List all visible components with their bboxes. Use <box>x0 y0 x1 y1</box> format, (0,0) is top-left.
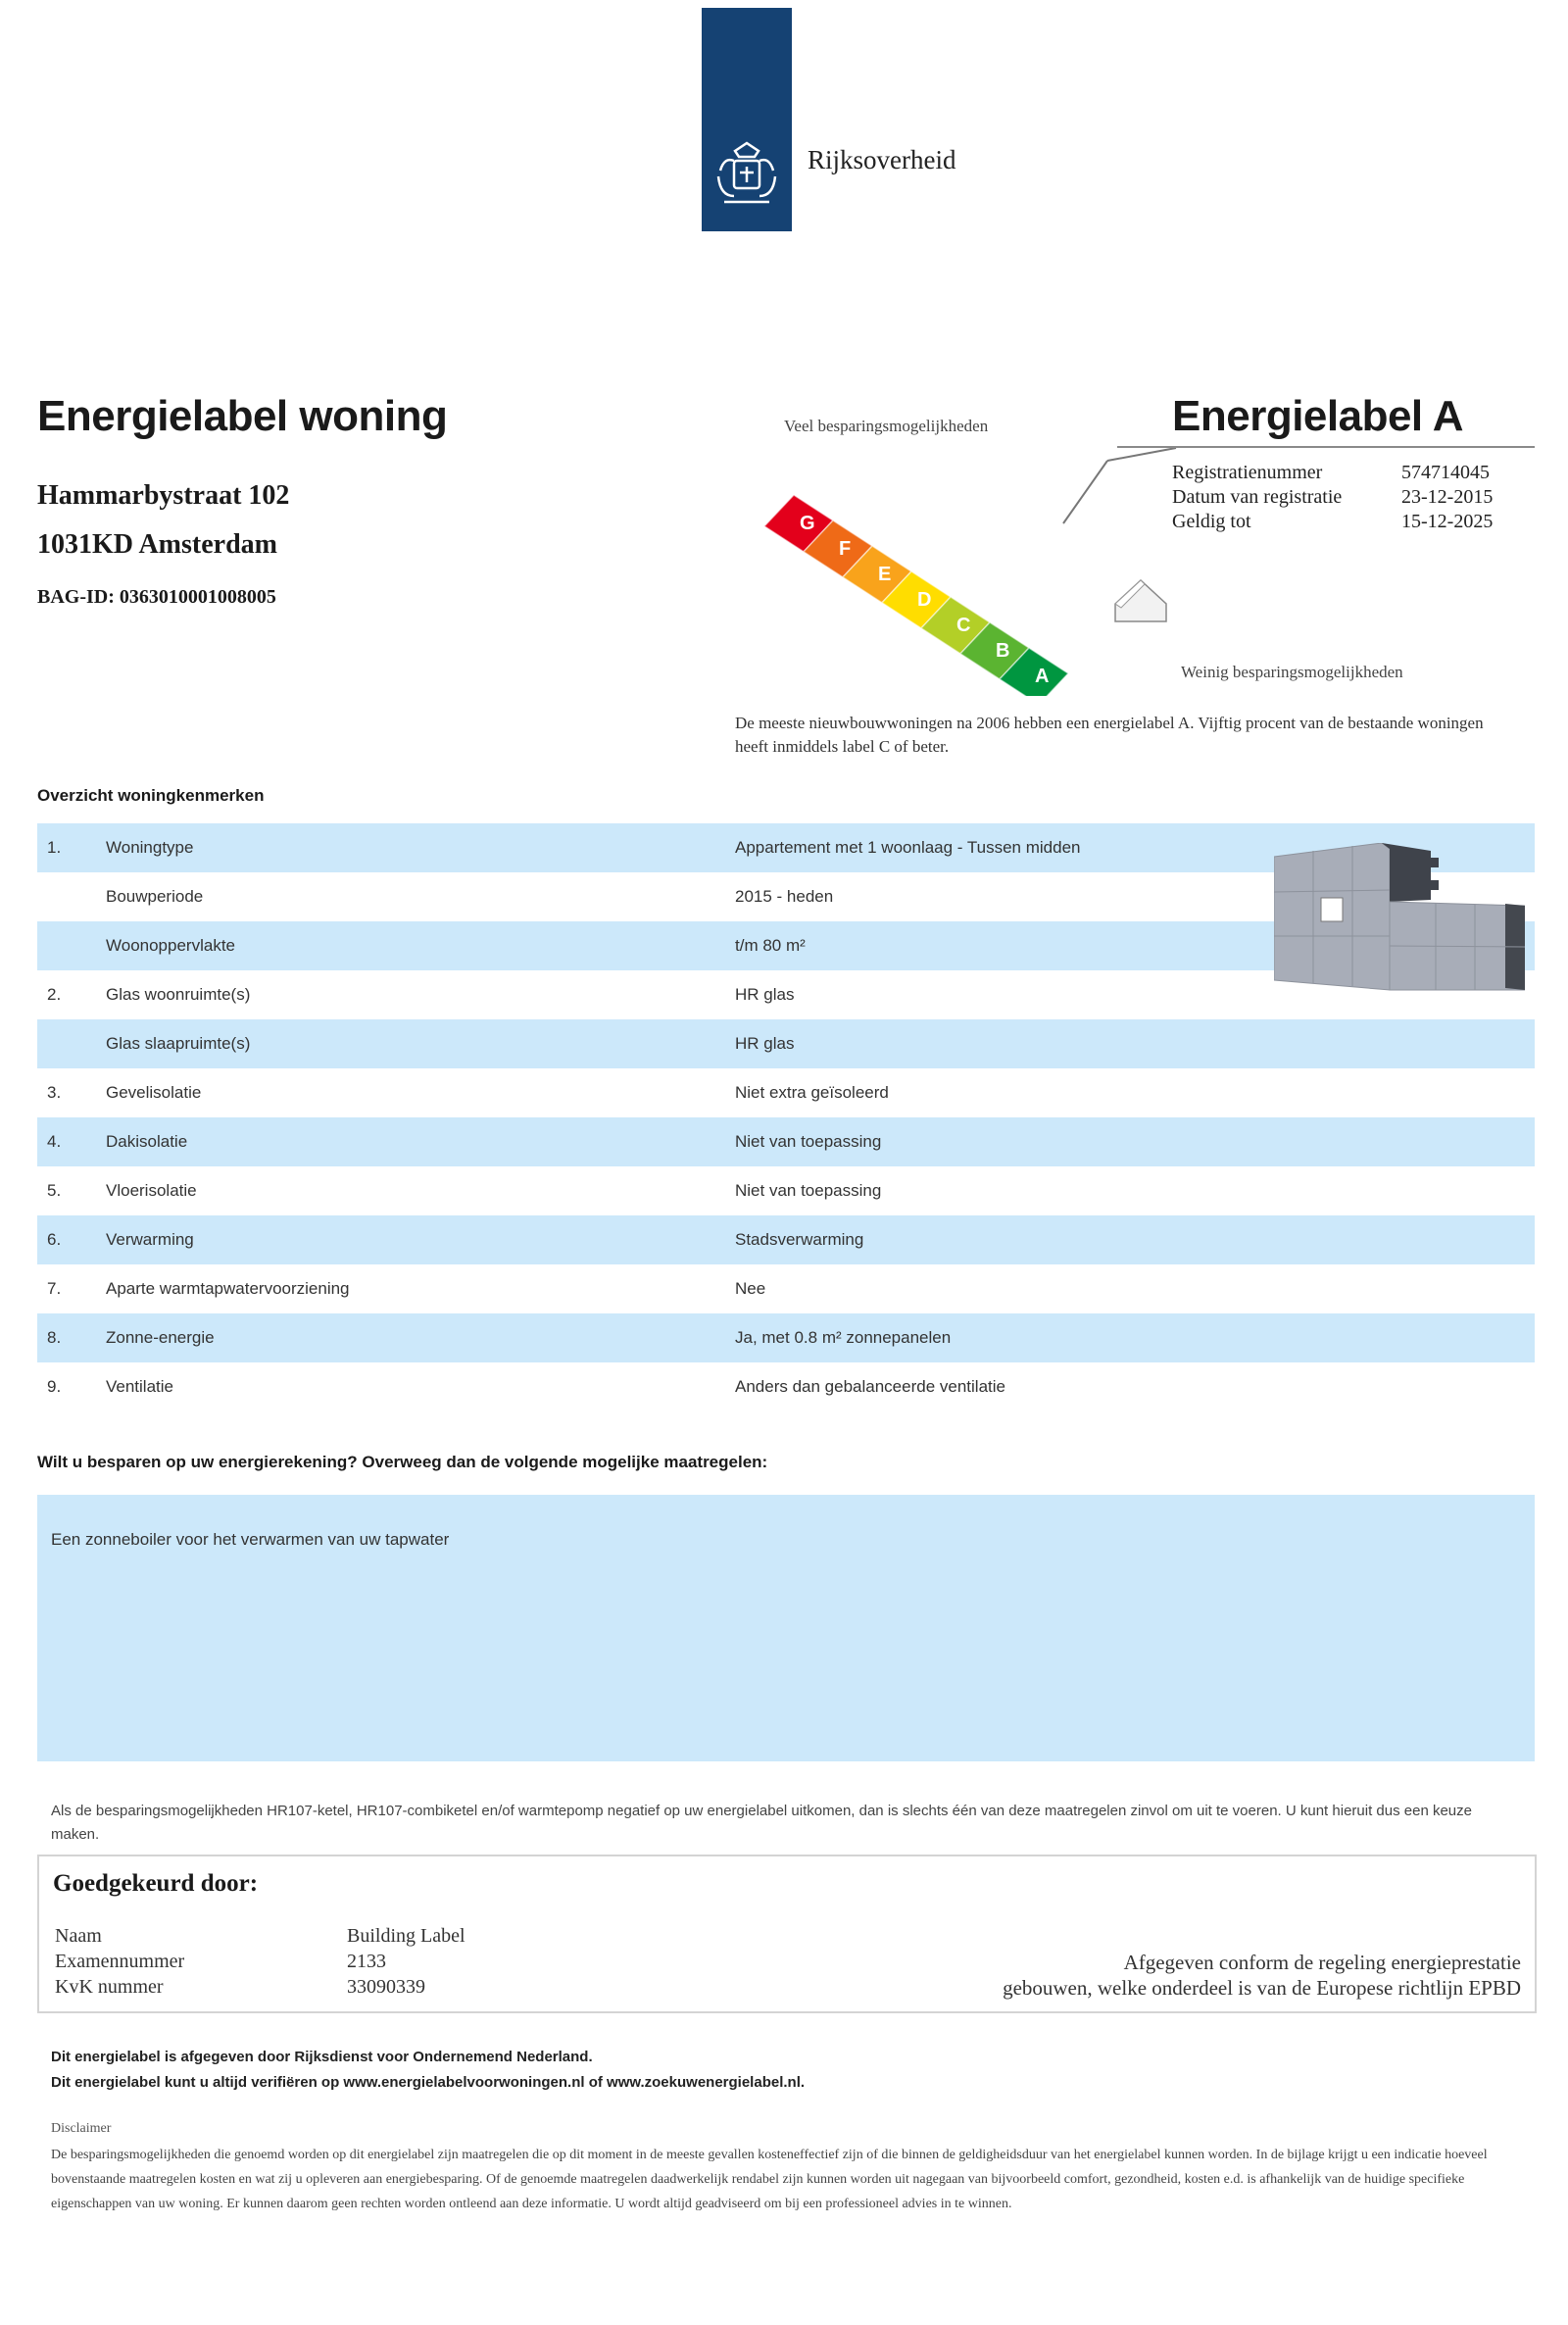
kvk-number-value: 33090339 <box>347 1976 425 1998</box>
row-number: 7. <box>47 1279 62 1298</box>
label-class-letter: G <box>800 513 815 534</box>
row-value: Stadsverwarming <box>735 1230 864 1249</box>
row-number: 8. <box>47 1328 62 1347</box>
coat-of-arms-icon <box>710 137 783 216</box>
registration-number-value: 574714045 <box>1401 462 1490 483</box>
table-row <box>37 1068 1535 1117</box>
approver-name-label: Naam <box>55 1925 102 1947</box>
address-street: Hammarbystraat 102 <box>37 480 290 511</box>
row-value: Niet extra geïsoleerd <box>735 1083 889 1102</box>
pointer-line <box>1063 461 1107 523</box>
title-divider <box>1117 446 1535 448</box>
row-value: HR glas <box>735 985 795 1004</box>
row-number: 2. <box>47 985 62 1004</box>
epbd-statement-line1: Afgegeven conform de regeling energieprestatie <box>1123 1951 1521 1974</box>
savings-note: Als de besparingsmogelijkheden HR107-ketel, HR107-combiketel en/of warmtepomp negatief op uw energielabel uitkomen, dan is slechts één van deze maatregelen zinvol om uit te voeren. U kunt hieruit dus een keuze maken. <box>51 1803 1472 1843</box>
exam-number-value: 2133 <box>347 1951 386 1972</box>
row-label: Verwarming <box>106 1230 194 1249</box>
approver-name-value: Building Label <box>347 1925 466 1947</box>
row-label: Zonne-energie <box>106 1328 215 1347</box>
row-number: 3. <box>47 1083 62 1102</box>
row-value: t/m 80 m² <box>735 936 806 955</box>
label-class-letter: C <box>956 615 971 636</box>
row-number: 9. <box>47 1377 62 1396</box>
highlighted-unit <box>1321 898 1343 921</box>
row-label: Glas slaapruimte(s) <box>106 1034 251 1053</box>
energy-label-title: Energielabel A <box>1172 392 1464 440</box>
label-class-letter: E <box>878 564 892 585</box>
disclaimer-heading: Disclaimer <box>51 2121 112 2136</box>
row-label: Dakisolatie <box>106 1132 188 1151</box>
table-row <box>37 1019 1535 1068</box>
row-label: Glas woonruimte(s) <box>106 985 251 1004</box>
savings-measure-item: Een zonneboiler voor het verwarmen van uw tapwater <box>51 1530 450 1549</box>
exam-number-label: Examennummer <box>55 1951 185 1972</box>
table-row <box>37 1166 1535 1215</box>
label-class-letter: B <box>996 640 1010 662</box>
table-row <box>37 1313 1535 1362</box>
row-value: 2015 - heden <box>735 887 834 906</box>
label-note: De meeste nieuwbouwwoningen na 2006 hebben een energielabel A. Vijftig procent van de bestaande woningen heeft inmiddels label C of beter. <box>735 714 1484 756</box>
registration-date-label: Datum van registratie <box>1172 486 1343 508</box>
label-class-letter: F <box>839 538 852 560</box>
table-row <box>37 1264 1535 1313</box>
savings-title: Wilt u besparen op uw energierekening? Overweeg dan de volgende mogelijke maatregelen: <box>37 1453 768 1471</box>
bag-id: BAG-ID: 0363010001008005 <box>37 586 276 608</box>
overview-title: Overzicht woningkenmerken <box>37 786 265 805</box>
disclaimer-text: De besparingsmogelijkheden die genoemd worden op dit energielabel zijn maatregelen die op dit moment in de meeste gevallen kosteneffectief zijn of die binnen de geldigheidsduur van het energielabel kunnen worden. In de bijlage krijgt u een indicatie hoeveel bovenstaande maatregelen kosten en wat zij u opleveren aan energiebesparing. Of de genoemde maatregelen daadwerkelijk rendabel zijn kunnen worden uit nagegaan van bijvoorbeeld comfort, gezondheid, kosten e.d. is afhankelijk van de huidige specifieke eigenschappen van uw woning. Er kunnen daarom geen rechten worden ontleend aan deze informatie. U wordt altijd geadviseerd om bij een professioneel advies in te winnen. <box>51 2148 1488 2211</box>
verification-statement: Dit energielabel kunt u altijd verifiëren op www.energielabelvoorwoningen.nl of www.zoekuwenergielabel.nl. <box>51 2074 806 2091</box>
row-value: Nee <box>735 1279 766 1298</box>
row-label: Woonoppervlakte <box>106 936 235 955</box>
row-number: 5. <box>47 1181 62 1200</box>
valid-until-label: Geldig tot <box>1172 511 1251 532</box>
row-value: HR glas <box>735 1034 795 1053</box>
logo-text: Rijksoverheid <box>808 145 956 174</box>
caption-many-savings: Veel besparingsmogelijkheden <box>784 417 989 435</box>
table-row <box>37 1215 1535 1264</box>
label-class-letter: D <box>917 589 932 611</box>
registration-number-label: Registratienummer <box>1172 462 1323 483</box>
row-value: Niet van toepassing <box>735 1181 882 1200</box>
row-label: Gevelisolatie <box>106 1083 202 1102</box>
row-label: Aparte warmtapwatervoorziening <box>106 1279 350 1298</box>
approval-title: Goedgekeurd door: <box>53 1870 259 1897</box>
label-class-letter: A <box>1035 666 1050 687</box>
row-label: Vloerisolatie <box>106 1181 197 1200</box>
label-scale-blocks <box>764 495 1068 696</box>
row-label: Bouwperiode <box>106 887 204 906</box>
pointer-line <box>1107 448 1176 461</box>
savings-measures-box <box>37 1495 1535 1761</box>
approval-box <box>37 1855 1537 2013</box>
row-value: Anders dan gebalanceerde ventilatie <box>735 1377 1005 1396</box>
address-city: 1031KD Amsterdam <box>37 529 277 560</box>
caption-few-savings: Weinig besparingsmogelijkheden <box>1181 663 1403 681</box>
row-value: Niet van toepassing <box>735 1132 882 1151</box>
epbd-statement-line2: gebouwen, welke onderdeel is van de Europese richtlijn EPBD <box>1003 1976 1521 2000</box>
row-value: Ja, met 0.8 m² zonnepanelen <box>735 1328 952 1347</box>
kvk-number-label: KvK nummer <box>55 1976 164 1998</box>
row-number: 4. <box>47 1132 62 1151</box>
row-number: 1. <box>47 838 62 857</box>
table-row <box>37 1117 1535 1166</box>
table-row <box>37 1362 1535 1411</box>
apartment-building-illustration <box>1274 843 1525 1000</box>
house-icon <box>1115 580 1166 621</box>
issuer-statement: Dit energielabel is afgegeven door Rijksdienst voor Ondernemend Nederland. <box>51 2049 593 2065</box>
document-title: Energielabel woning <box>37 392 448 440</box>
row-label: Woningtype <box>106 838 194 857</box>
registration-date-value: 23-12-2015 <box>1401 486 1494 508</box>
row-value: Appartement met 1 woonlaag - Tussen midden <box>735 838 1081 857</box>
row-number: 6. <box>47 1230 62 1249</box>
valid-until-value: 15-12-2025 <box>1401 511 1494 532</box>
row-label: Ventilatie <box>106 1377 173 1396</box>
